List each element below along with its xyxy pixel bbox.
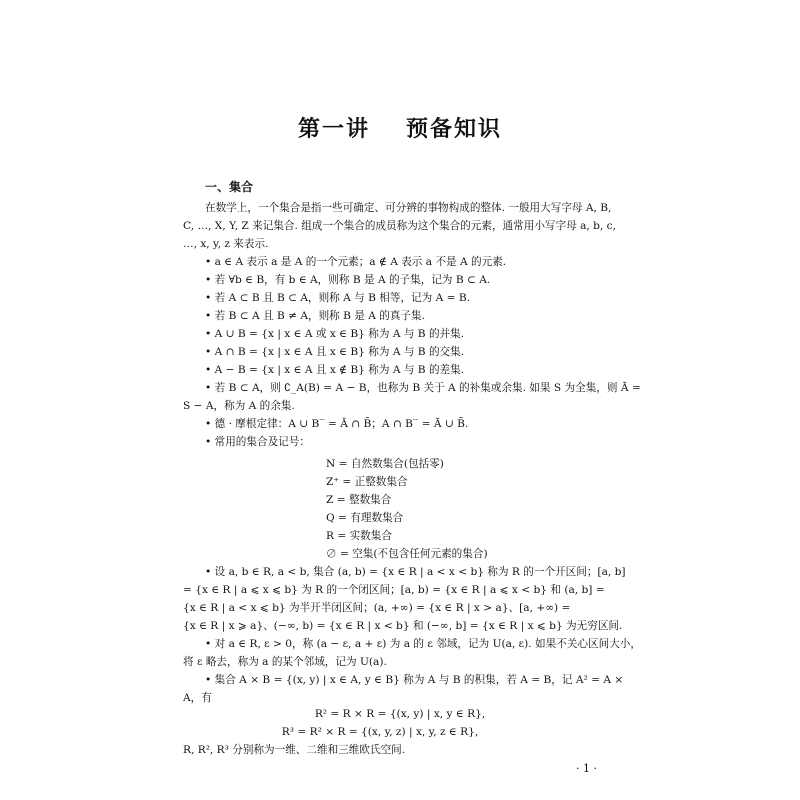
bullet-item: • A ∪ B = {x | x ∈ A 或 x ∈ B} 称为 A 与 B 的并集.	[205, 328, 465, 340]
set-notation: Z⁺ = 正整数集合	[326, 476, 408, 488]
bullet-item: • 若 B ⊂ A 且 B ≠ A，则称 B 是 A 的真子集.	[205, 310, 426, 322]
paragraph-line: …, x, y, z 来表示.	[183, 238, 269, 250]
bullet-item: • A − B = {x | x ∈ A 且 x ∉ B} 称为 A 与 B 的差集.	[205, 364, 465, 376]
bullet-item: • 若 B ⊂ A，则 ∁_A(B) = A − B，也称为 B 关于 A 的补集或余集. 如果 S 为全集，则 Ā =	[205, 382, 641, 394]
interval-line: {x ∈ R | x ⩾ a}、(−∞, b) = {x ∈ R | x < b} 和 (−∞, b] = {x ∈ R | x ⩽ b} 为无穷区间.	[183, 620, 623, 632]
set-notation: R = 实数集合	[326, 530, 392, 542]
set-notation: Q = 有理数集合	[326, 512, 404, 524]
interval-line: {x ∈ R | a < x ⩽ b} 为半开半闭区间；(a, +∞) = {x ∈ R | x > a}、[a, +∞) =	[183, 602, 571, 614]
page-number: · 1 ·	[576, 762, 597, 775]
formula-r3: R³ = R² × R = {(x, y, z) | x, y, z ∈ R},	[281, 726, 479, 738]
neighborhood-line: 将 ε 略去，称为 a 的某个邻域，记为 U(a).	[183, 656, 387, 668]
formula-r2: R² = R × R = {(x, y) | x, y ∈ R},	[314, 708, 486, 720]
product-line: A，有	[183, 692, 212, 704]
bullet-item: • 若 A ⊂ B 且 B ⊂ A，则称 A 与 B 相等，记为 A = B.	[205, 292, 471, 304]
chapter-number: 第一讲	[297, 116, 370, 142]
chapter-title	[0, 112, 800, 143]
bullet-item: • a ∈ A 表示 a 是 A 的一个元素；a ∉ A 表示 a 不是 A 的元素.	[205, 256, 507, 268]
neighborhood-line: • 对 a ∈ R, ε > 0，称 (a − ε, a + ε) 为 a 的 ε 邻域，记为 U(a, ε). 如果不关心区间大小，	[205, 638, 641, 650]
product-line: • 集合 A × B = {(x, y) | x ∈ A, y ∈ B} 称为 A 与 B 的积集，若 A = B，记 A² = A ×	[205, 674, 624, 686]
bullet-item: • 若 ∀b ∈ B，有 b ∈ A，则称 B 是 A 的子集，记为 B ⊂ A.	[205, 274, 491, 286]
interval-line: • 设 a, b ∈ R, a < b, 集合 (a, b) = {x ∈ R | a < x < b} 称为 R 的一个开区间；[a, b]	[205, 566, 626, 578]
bullet-item-continued: S − A，称为 A 的余集.	[183, 400, 295, 412]
section-heading: 一、集合	[205, 180, 254, 194]
chapter-name: 预备知识	[406, 116, 503, 142]
interval-line: = {x ∈ R | a ⩽ x ⩽ b} 为 R 的一个闭区间；[a, b) = {x ∈ R | a ⩽ x < b} 和 (a, b] =	[183, 584, 605, 596]
set-notation: Z = 整数集合	[326, 494, 392, 506]
set-notation: ∅ = 空集(不包含任何元素的集合)	[326, 548, 488, 560]
closing-line: R, R², R³ 分别称为一维、二维和三维欧氏空间.	[183, 744, 406, 756]
bullet-item: • 常用的集合及记号：	[205, 436, 310, 448]
paragraph-line: 在数学上，一个集合是指一些可确定、可分辨的事物构成的整体. 一般用大写字母 A, B,	[205, 202, 612, 214]
bullet-item: • 德 · 摩根定律：A ∪ B‾ = Ā ∩ B̄；A ∩ B‾ = Ā ∪ B̄.	[205, 418, 469, 430]
paragraph-line: C, …, X, Y, Z 来记集合. 组成一个集合的成员称为这个集合的元素，通常用小写字母 a, b, c,	[183, 220, 616, 232]
set-notation: N = 自然数集合(包括零)	[326, 458, 444, 470]
bullet-item: • A ∩ B = {x | x ∈ A 且 x ∈ B} 称为 A 与 B 的交集.	[205, 346, 465, 358]
